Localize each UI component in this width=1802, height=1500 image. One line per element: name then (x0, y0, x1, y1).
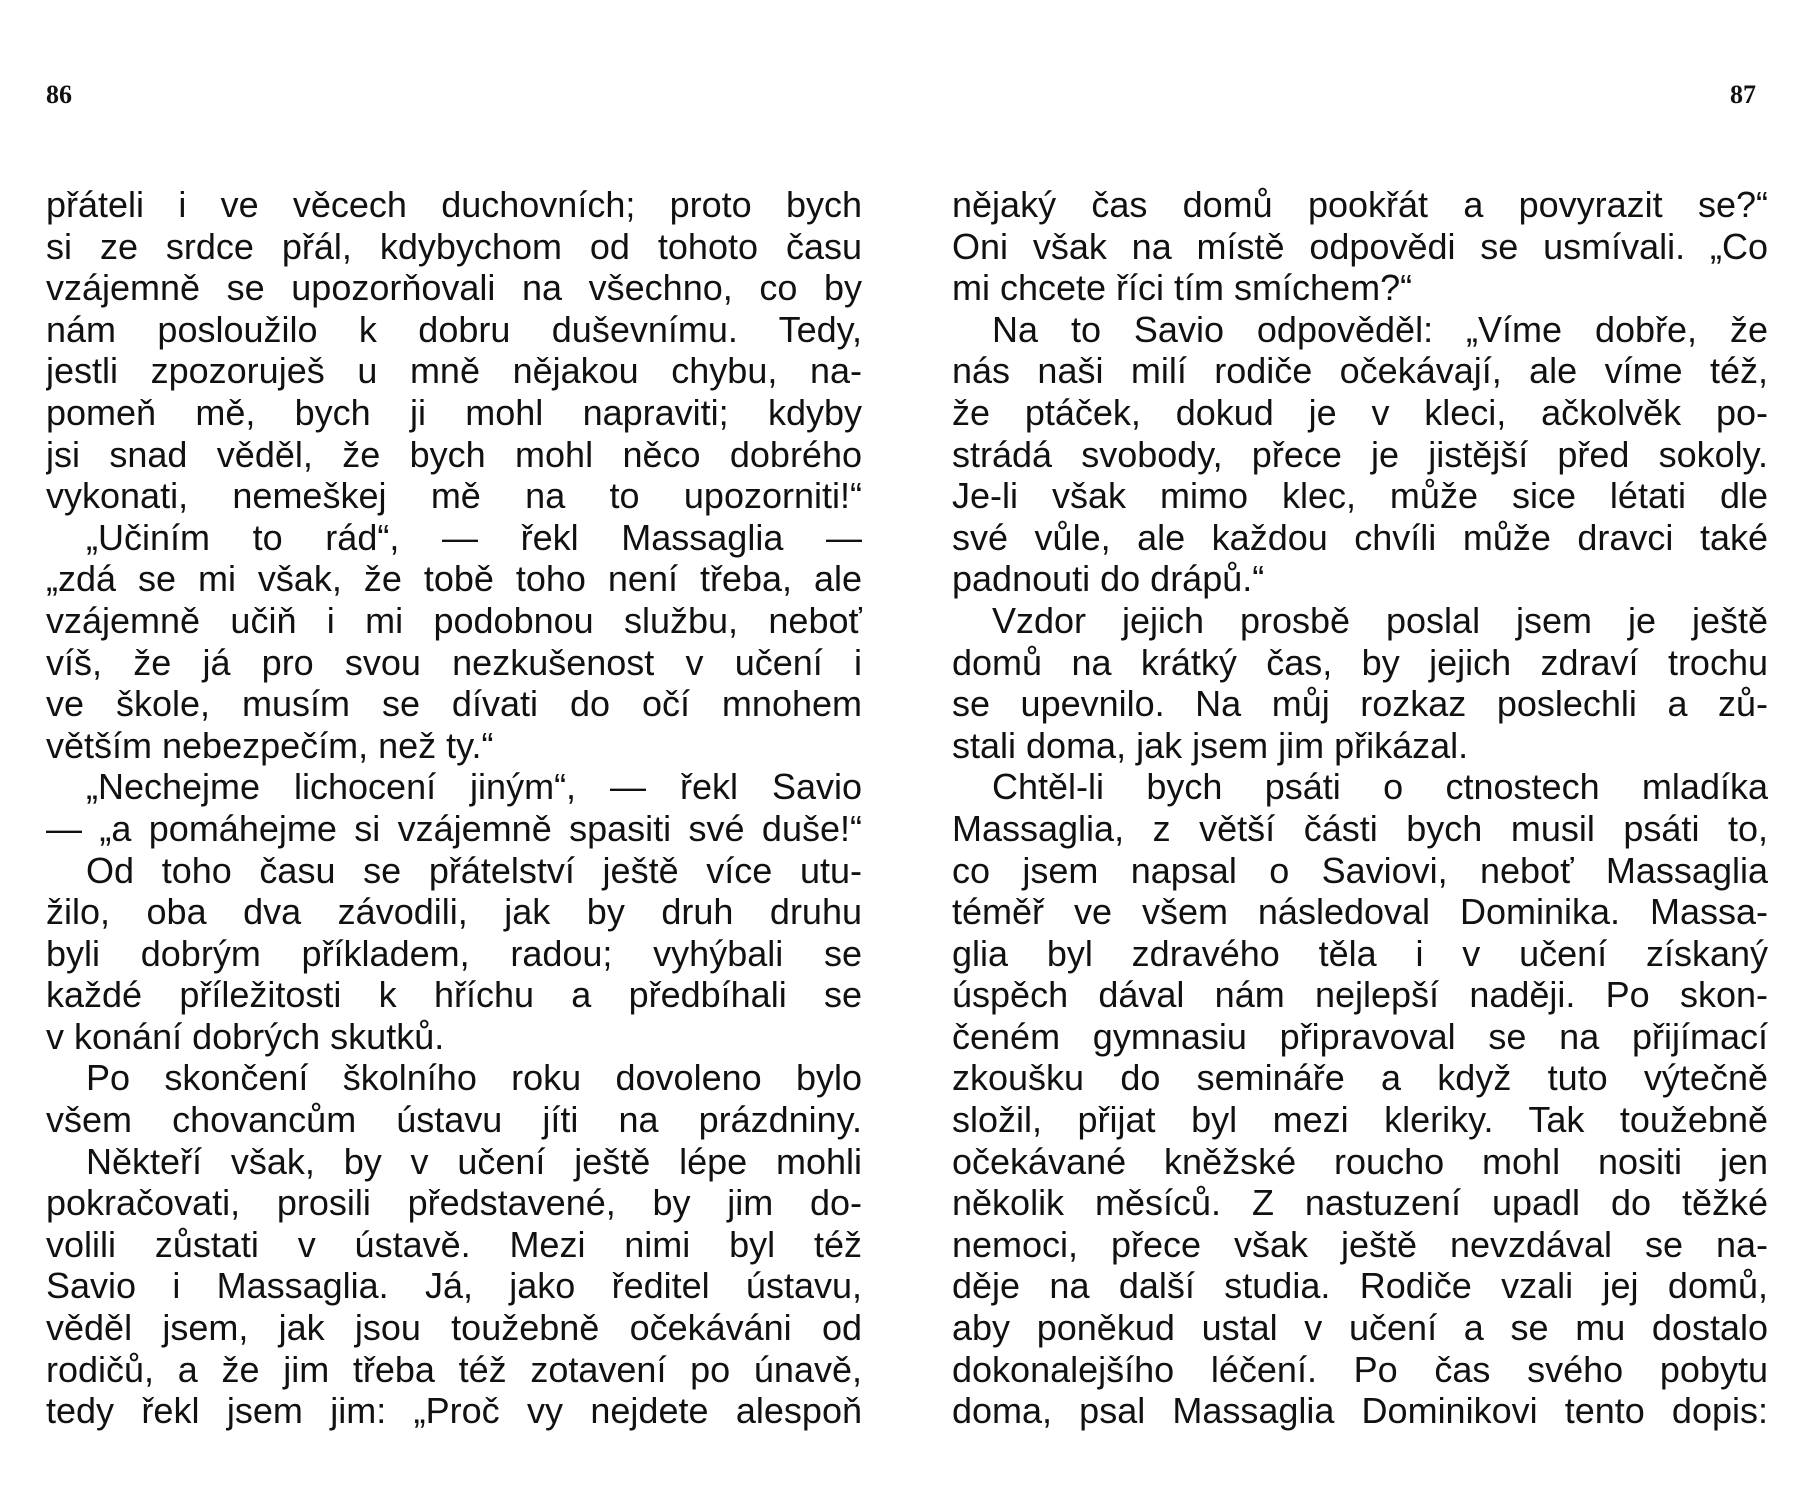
text-line: téměř ve všem následoval Dominika. Massa- (952, 891, 1768, 933)
text-line: věděl jsem, jak jsou toužebně očekáváni od (46, 1307, 862, 1349)
text-line: větším nebezpečím, než ty.“ (46, 724, 494, 766)
text-line: přáteli i ve věcech duchovních; proto bych (46, 184, 862, 225)
text-line: doma, psal Massaglia Dominikovi tento dopis: (952, 1390, 1768, 1432)
text-line: mi chcete říci tím smíchem?“ (952, 267, 1413, 309)
text-line: jsi snad věděl, že bych mohl něco dobrého (46, 433, 862, 475)
text-line: v konání dobrých skutků. (46, 1015, 445, 1057)
text-line: složil, přijat byl mezi kleriky. Tak toužebně (952, 1099, 1768, 1141)
text-line: Někteří však, by v učení ještě lépe mohli (86, 1140, 862, 1182)
page-number-left: 86 (46, 80, 72, 109)
text-line: Po skončení školního roku dovoleno bylo (86, 1057, 862, 1099)
text-line: že ptáček, dokud je v kleci, ačkolvěk po- (952, 391, 1768, 433)
text-line: glia byl zdravého těla i v učení získaný (952, 932, 1768, 974)
text-line: úspěch dával nám nejlepší naději. Po skon- (952, 974, 1768, 1016)
text-line: několik měsíců. Z nastuzení upadl do těžké (952, 1182, 1768, 1224)
text-line: Savio i Massaglia. Já, jako ředitel ústavu, (46, 1265, 862, 1307)
text-line: stali doma, jak jsem jim přikázal. (952, 724, 1469, 766)
text-line: všem chovancům ústavu jíti na prázdniny. (46, 1099, 862, 1141)
text-line: Od toho času se přátelství ještě více utu- (86, 849, 862, 891)
text-line: každé příležitosti k hříchu a předbíhali se (46, 974, 862, 1016)
text-line: zkoušku do semináře a když tuto výtečně (952, 1057, 1768, 1099)
text-line: aby poněkud ustal v učení a se mu dostalo (952, 1307, 1768, 1349)
text-line: vykonati, nemeškej mě na to upozorniti!“ (46, 475, 862, 517)
text-line: jestli zpozoruješ u mně nějakou chybu, na- (46, 350, 862, 392)
text-line: víš, že já pro svou nezkušenost v učení i (46, 641, 862, 683)
text-line: volili zůstati v ústavě. Mezi nimi byl též (46, 1223, 862, 1265)
text-line: Je-li však mimo klec, může sice létati dle (952, 475, 1768, 517)
text-line: si ze srdce přál, kdybychom od tohoto času (46, 225, 862, 267)
text-line: pokračovati, prosili představené, by jim do- (46, 1182, 862, 1224)
page-right-text (952, 184, 1768, 1432)
text-line: Vzdor jejich prosbě poslal jsem je ještě (992, 599, 1768, 641)
text-line: se upevnilo. Na můj rozkaz poslechli a zů- (952, 683, 1768, 725)
text-line: děje na další studia. Rodiče vzali jej domů, (952, 1265, 1768, 1307)
text-line: Oni však na místě odpovědi se usmívali. „Co (952, 225, 1768, 267)
text-line: padnouti do drápů.“ (952, 558, 1265, 600)
text-line: nám posloužilo k dobru duševnímu. Tedy, (46, 308, 862, 350)
text-line: Na to Savio odpověděl: „Víme dobře, že (992, 308, 1768, 350)
text-line: očekávané kněžské roucho mohl nositi jen (952, 1140, 1768, 1182)
text-line: strádá svobody, přece je jistější před sokoly. (952, 433, 1768, 475)
text-line: byli dobrým příkladem, radou; vyhýbali se (46, 932, 862, 974)
text-line: Chtěl-li bych psáti o ctnostech mladíka (992, 766, 1768, 808)
text-line: tedy řekl jsem jim: „Proč vy nejdete alespoň (46, 1390, 862, 1432)
text-line: domů na krátký čas, by jejich zdraví trochu (952, 641, 1768, 683)
text-line: vzájemně se upozorňovali na všechno, co by (46, 267, 862, 309)
text-line: rodičů, a že jim třeba též zotavení po únavě, (46, 1348, 862, 1390)
text-line: vzájemně učiň i mi podobnou službu, neboť (46, 599, 862, 641)
text-line: pomeň mě, bych ji mohl napraviti; kdyby (46, 391, 862, 433)
text-line: své vůle, ale každou chvíli může dravci také (952, 516, 1768, 558)
text-line: „Nechejme lichocení jiným“, — řekl Savio (86, 766, 862, 808)
text-line: čeném gymnasiu připravoval se na přijímací (952, 1015, 1768, 1057)
text-line: žilo, oba dva závodili, jak by druh druhu (46, 891, 862, 933)
text-line: nás naši milí rodiče očekávají, ale víme též, (952, 350, 1768, 392)
text-line: ve škole, musím se dívati do očí mnohem (46, 683, 862, 725)
text-line: — „a pomáhejme si vzájemně spasiti své duše!“ (46, 807, 862, 849)
page-left-text (46, 184, 862, 1432)
text-line: dokonalejšího léčení. Po čas svého pobytu (952, 1348, 1768, 1390)
text-line: Massaglia, z větší části bych musil psáti to, (952, 807, 1768, 849)
page-number-right: 87 (1730, 80, 1756, 109)
text-line: nějaký čas domů pookřát a povyrazit se?“ (952, 184, 1768, 225)
text-line: „zdá se mi však, že tobě toho není třeba, ale (46, 558, 862, 600)
text-line: nemoci, přece však ještě nevzdával se na- (952, 1223, 1768, 1265)
text-line: co jsem napsal o Saviovi, neboť Massaglia (952, 849, 1768, 891)
text-line: „Učiním to rád“, — řekl Massaglia — (86, 516, 862, 558)
